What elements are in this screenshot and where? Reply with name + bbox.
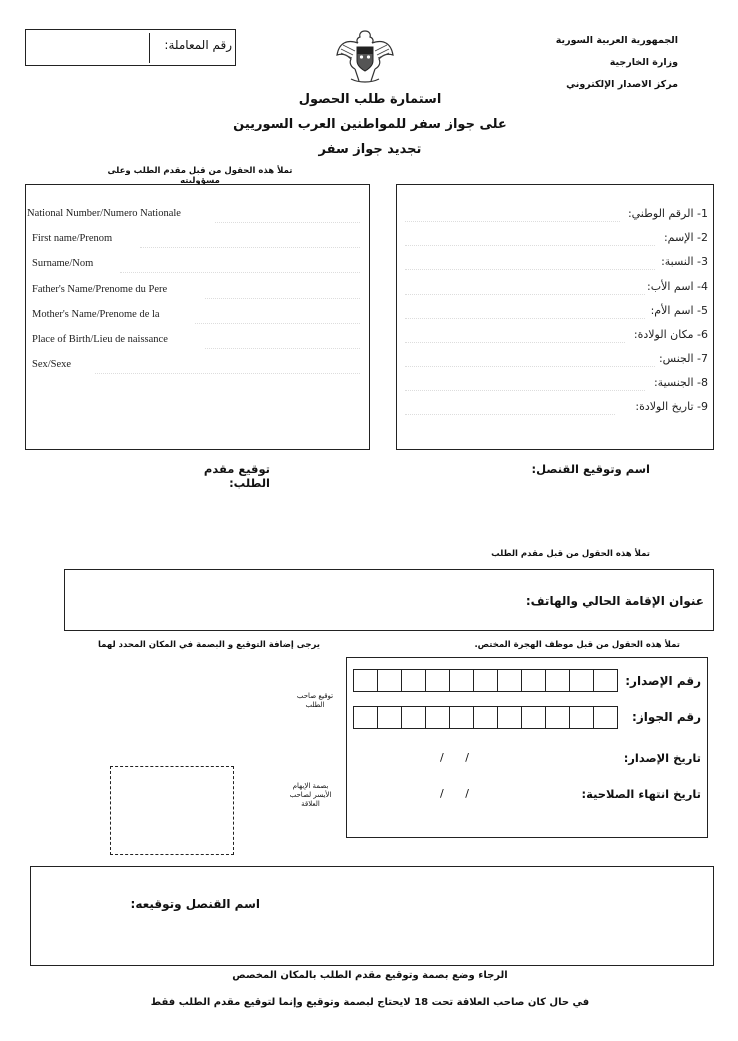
field-father-name-ar: 4- اسم الأب:	[647, 280, 708, 293]
address-phone-label: عنوان الإقامة الحالي والهاتف:	[525, 594, 704, 608]
digit-cell[interactable]	[401, 669, 426, 692]
thumb-print-box[interactable]	[110, 766, 234, 855]
digit-cell[interactable]	[425, 669, 450, 692]
field-father-name-en: Father's Name/Prenome du Pere	[32, 284, 168, 295]
digit-cell[interactable]	[473, 706, 498, 729]
field-sex-ar-input[interactable]	[405, 365, 655, 367]
immigration-officer-note: تملأ هذه الحقول من قبل موظف الهجرة المختص.	[474, 640, 680, 650]
issue-number-label: رقم الإصدار:	[625, 674, 701, 688]
field-mother-name-ar: 5- اسم الأم:	[650, 304, 708, 317]
field-sex-ar: 7- الجنس:	[658, 352, 708, 365]
digit-cell[interactable]	[521, 706, 546, 729]
field-national-number-ar: 1- الرقم الوطني:	[627, 207, 708, 220]
field-national-number-en-input[interactable]	[215, 221, 360, 223]
digit-cell[interactable]	[377, 669, 402, 692]
consul-signature-box[interactable]	[30, 866, 714, 966]
field-date-of-birth-ar: 9- تاريخ الولادة:	[635, 400, 708, 413]
passport-number-grid[interactable]	[353, 706, 617, 729]
field-surname-en: Surname/Nom	[32, 258, 94, 269]
consul-name-signature-label: اسم وتوقيع القنصل:	[531, 462, 650, 476]
field-nationality-ar: 8- الجنسية:	[653, 376, 708, 389]
footer-instruction-2: في حال كان صاحب العلاقة تحت 18 لايحتاج لبصمة وتوقيع وإنما لتوقيع مقدم الطلب فقط	[150, 997, 590, 1008]
expiry-date-field[interactable]: / /	[440, 787, 478, 800]
field-sex-en-input[interactable]	[95, 372, 360, 374]
footer-instruction-1: الرجاء وضع بصمة وتوقيع مقدم الطلب بالمكان المخصص	[232, 970, 508, 981]
digit-cell[interactable]	[353, 669, 378, 692]
consul-name-label: اسم القنصل وتوقيعه:	[130, 897, 260, 911]
applicant-signature-label: توقيع مقدم الطلب:	[203, 462, 270, 490]
digit-cell[interactable]	[353, 706, 378, 729]
field-place-of-birth-ar: 6- مكان الولادة:	[633, 328, 708, 341]
digit-cell[interactable]	[401, 706, 426, 729]
digit-cell[interactable]	[569, 669, 594, 692]
field-place-of-birth-ar-input[interactable]	[405, 341, 625, 343]
field-surname-ar: 3- النسبة:	[661, 255, 708, 268]
form-title-line-3: تجديد جواز سفر	[318, 142, 422, 157]
field-first-name-ar-input[interactable]	[405, 244, 655, 246]
center-name: مركز الاصدار الإلكتروني	[566, 79, 678, 90]
field-national-number-ar-input[interactable]	[405, 220, 620, 222]
digit-cell[interactable]	[425, 706, 450, 729]
field-national-number-en: National Number/Numero Nationale	[27, 208, 181, 219]
digit-cell[interactable]	[449, 669, 474, 692]
syrian-eagle-emblem-icon	[333, 25, 397, 87]
applicant-responsibility-note: تملأ هذه الحقول من قبل مقدم الطلب وعلى مسؤوليته	[107, 166, 293, 186]
field-father-name-en-input[interactable]	[205, 297, 360, 299]
field-surname-en-input[interactable]	[120, 271, 360, 273]
applicant-fill-note: تملأ هذه الحقول من قبل مقدم الطلب	[491, 549, 650, 559]
digit-cell[interactable]	[545, 669, 570, 692]
left-thumb-print-label: بصمة الإبهام الأيسر لصاحب العلاقة	[289, 782, 332, 808]
field-mother-name-en-input[interactable]	[195, 322, 360, 324]
field-place-of-birth-en: Place of Birth/Lieu de naissance	[32, 334, 168, 345]
field-first-name-en: First name/Prenom	[32, 233, 113, 244]
field-father-name-ar-input[interactable]	[405, 293, 645, 295]
issuing-authority-header	[508, 30, 678, 96]
digit-cell[interactable]	[449, 706, 474, 729]
expiry-date-label: تاريخ انتهاء الصلاحية:	[581, 787, 701, 801]
field-place-of-birth-en-input[interactable]	[205, 347, 360, 349]
issue-number-grid[interactable]	[353, 669, 617, 692]
field-first-name-en-input[interactable]	[140, 246, 360, 248]
digit-cell[interactable]	[545, 706, 570, 729]
digit-cell[interactable]	[593, 669, 618, 692]
form-title-line-2: على جواز سفر للمواطنين العرب السوريين	[233, 117, 507, 132]
issue-date-field[interactable]: / /	[440, 751, 478, 764]
field-mother-name-ar-input[interactable]	[405, 317, 645, 319]
field-surname-ar-input[interactable]	[405, 268, 655, 270]
digit-cell[interactable]	[521, 669, 546, 692]
digit-cell[interactable]	[593, 706, 618, 729]
transaction-number-divider	[149, 33, 150, 63]
digit-cell[interactable]	[569, 706, 594, 729]
transaction-number-label: رقم المعاملة:	[164, 38, 232, 52]
country-name: الجمهورية العربية السورية	[555, 35, 678, 46]
digit-cell[interactable]	[377, 706, 402, 729]
passport-number-label: رقم الجواز:	[632, 710, 701, 724]
field-sex-en: Sex/Sexe	[32, 359, 72, 370]
field-nationality-ar-input[interactable]	[405, 389, 645, 391]
ministry-name: وزارة الخارجية	[609, 57, 678, 68]
field-mother-name-en: Mother's Name/Prenome de la	[32, 309, 160, 320]
digit-cell[interactable]	[497, 706, 522, 729]
digit-cell[interactable]	[497, 669, 522, 692]
signature-placement-note: يرجى إضافة التوقيع و البصمة في المكان المحدد لهما	[97, 640, 320, 650]
issue-date-label: تاريخ الإصدار:	[623, 751, 701, 765]
field-date-of-birth-ar-input[interactable]	[405, 413, 615, 415]
applicant-signature-side-label: توقيع صاحب الطلب	[296, 692, 334, 709]
field-first-name-ar: 2- الإسم:	[663, 231, 708, 244]
digit-cell[interactable]	[473, 669, 498, 692]
form-title-line-1: استمارة طلب الحصول	[298, 92, 442, 107]
